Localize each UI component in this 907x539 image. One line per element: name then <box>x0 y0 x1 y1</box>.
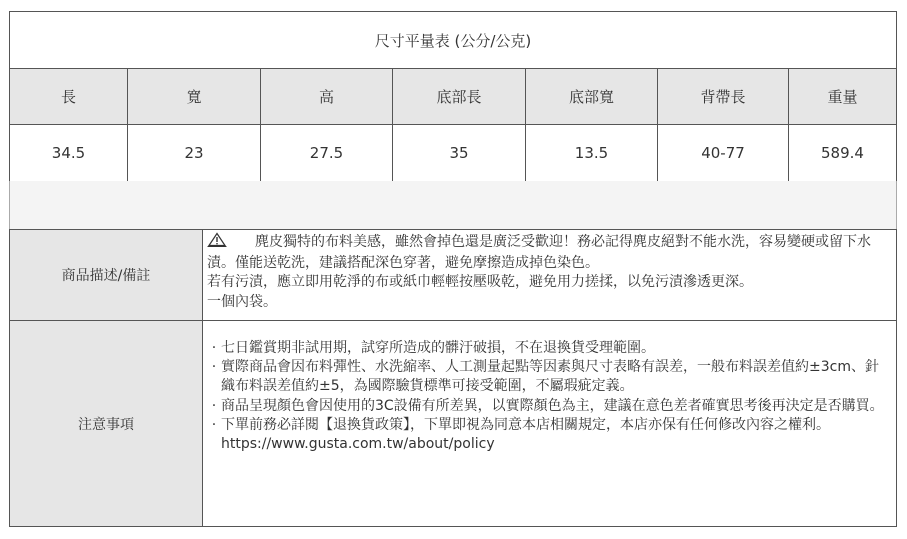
size-table <box>9 11 897 181</box>
value-width: 23 <box>128 125 261 181</box>
description-line-1: 麂皮獨特的布料美感，雖然會掉色還是廣泛受歡迎！務必記得麂皮絕對不能水洗，容易變硬或留下水漬。僅能送乾洗，建議搭配深色穿著，避免摩擦造成掉色染色。 <box>207 234 871 271</box>
notice-item-text: 實際商品會因布料彈性、水洗縮率、人工測量起點等因素與尺寸表略有誤差，一般布料誤差值約±3cm、針織布料誤差值約±5，為國際驗貨標準可接受範圍，不屬瑕疵定義。 <box>221 359 879 395</box>
notice-item <box>207 416 890 454</box>
header-length: 長 <box>10 69 128 124</box>
section-divider <box>9 181 897 229</box>
notice-row <box>10 321 896 526</box>
description-row <box>10 230 896 321</box>
size-table-title: 尺寸平量表 (公分/公克) <box>10 12 896 69</box>
notice-item-text: 下單前務必詳閱【退換貨政策】，下單即視為同意本店相關規定，本店亦保有任何修改內容之權利。https://www.gusta.com.tw/about/policy <box>221 416 830 453</box>
value-weight: 589.4 <box>821 144 864 162</box>
value-bottom-width: 13.5 <box>526 125 658 181</box>
header-width: 寬 <box>128 69 261 124</box>
header-bottom-length: 底部長 <box>393 69 526 124</box>
value-height: 27.5 <box>261 125 393 181</box>
notice-item <box>207 339 890 358</box>
description-body <box>203 230 896 320</box>
bullet-dot: · <box>211 359 217 376</box>
notice-item <box>207 397 890 416</box>
description-label: 商品描述/備註 <box>10 230 203 320</box>
info-table <box>9 229 897 527</box>
bullet-dot: · <box>211 397 217 414</box>
header-weight: 重量 <box>827 88 858 106</box>
notice-item <box>207 358 890 396</box>
notice-label: 注意事項 <box>10 321 203 526</box>
header-height: 高 <box>261 69 393 124</box>
notice-body <box>203 321 896 526</box>
size-table-value-row <box>10 125 896 181</box>
value-length: 34.5 <box>10 125 128 181</box>
description-line-2: 若有污漬，應立即用乾淨的布或紙巾輕輕按壓吸乾，避免用力搓揉，以免污漬滲透更深。 <box>207 274 753 291</box>
value-bottom-length: 35 <box>393 125 526 181</box>
size-table-header-row <box>10 69 896 125</box>
value-strap-length: 40-77 <box>658 125 789 181</box>
header-strap-length: 背帶長 <box>658 69 789 124</box>
bullet-dot: · <box>211 340 217 356</box>
notice-item-text: 商品呈現顏色會因使用的3C設備有所差異，以實際顏色為主，建議在意色差者確實思考後再決定是否購買。 <box>221 397 884 414</box>
notice-item-text: 七日鑑賞期非試用期，試穿所造成的髒汙破損，不在退換貨受理範圍。 <box>221 340 655 356</box>
bullet-dot: · <box>211 416 217 433</box>
description-line-3: 一個內袋。 <box>207 293 277 310</box>
warning-triangle-icon <box>207 232 227 254</box>
header-bottom-width: 底部寬 <box>526 69 658 124</box>
